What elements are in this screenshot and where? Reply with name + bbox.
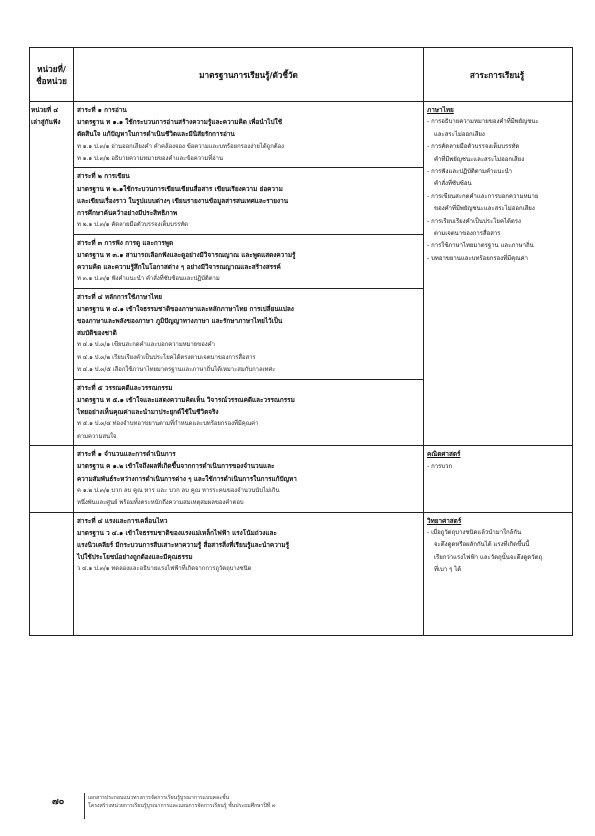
content-line: คำสั่งที่ซับซ้อน [434,180,472,188]
standard-line: การศึกษาค้นคว้าอย่างมีประสิทธิภาพ [77,209,178,218]
unit-name: เล่าสู่กันฟัง [31,118,61,126]
indicator-line: ท ๔.๑ ป.๓/๕ เลือกใช้ภาษาไทยมาตรฐานและภาษาถิ่นได้เหมาะสมกับกาลเทศะ [77,367,276,374]
strand-title: สาระที่ ๑ การอ่าน [77,106,127,114]
footer-line: เอกสารประกอบแนวทางการจัดการเรียนรู้บูรณาการแบบคละชั้น [88,795,230,801]
content-cell [424,102,570,445]
standard-line: มาตรฐาน ค ๑.๒ เข้าใจถึงผลที่เกิดขึ้นจากการดำเนินการของจำนวนและ [77,462,275,471]
indicator-line: ท ๔.๑ ป.๓/๒ เรียบเรียงคำเป็นประโยคได้ตรงตามเจตนาของการสื่อสาร [77,354,256,361]
content-line: - บทอาขยานและบทร้อยกรองที่มีคุณค่า [427,254,529,262]
indicator-line: ท ๕.๑ ป.๓/๔ ท่องจำบทอาขยานตามที่กำหนดและบทร้อยกรองที่มีคุณค่า [77,421,259,428]
content-line: เรียกว่าแรงไฟฟ้า และวัตถุนั้นจะดึงดูดวัตถุ [434,553,543,561]
indicator-line: ตามความสนใจ [77,433,117,440]
standard-line: ตัดสินใจ แก้ปัญหาในการดำเนินชีวิตและมีนิสัยรักการอ่าน [77,130,235,139]
content-cell [424,513,570,635]
indicator-line: ท ๒.๑ ป.๓/๑ คัดลายมือตัวบรรจงเต็มบรรทัด [77,222,188,229]
unit-cell [30,446,74,511]
table-header [30,48,572,102]
standard-line: มาตรฐาน ท ๕.๑ เข้าใจและแสดงความคิดเห็น วิจารณ์วรรณคดีและวรรณกรรม [77,395,295,404]
strand-block [74,168,423,234]
unit-number: หน่วยที่ ๔ [31,106,59,114]
strand-title: สาระที่ ๕ วรรณคดีและวรรณกรรม [77,383,173,392]
footer-line: โครงสร้างหน่วยการเรียนรู้บูรณาการและแผนการจัดการเรียนรู้ ชั้นประถมศึกษาปีที่ ๓ [88,803,276,809]
indicator-line: ค ๑.๒ ป.๓/๑ บวก ลบ คูณ หาร และ บวก ลบ คูณ หารระคนของจำนวนนับไม่เกิน [77,487,280,494]
standard-line: ความคิด และความรู้สึกในโอกาสต่าง ๆ อย่างมีวิจารณญาณและสร้างสรรค์ [77,263,281,272]
strand-block [74,235,423,289]
indicator-line: ท ๑.๑ ป.๓/๒ อธิบายความหมายของคำและข้อความที่อ่าน [77,156,223,163]
table-row [30,513,572,635]
standard-line: สมบัติของชาติ [77,329,117,338]
subject-label: คณิตศาสตร์ [427,450,461,459]
standard-line: ความสัมพันธ์ระหว่างการดำเนินการต่าง ๆ และใช้การดำเนินการในการแก้ปัญหา [77,474,297,483]
indicator-line: ว ๔.๑ ป.๓/๑ ทดลองและอธิบายแรงไฟฟ้าที่เกิดจากการถูวัตถุบางชนิด [77,566,252,573]
standard-line: มาตรฐาน ว ๔.๑ เข้าใจธรรมชาติของแรงแม่เหล็กไฟฟ้า แรงโน้มถ่วงและ [77,528,277,537]
content-line: คำที่มีพยัญชนะและสระไม่ออกเสียง [434,155,525,163]
strand-title: สาระที่ ๓ การฟัง การดู และการพูด [77,238,174,247]
standard-line: ไทยอย่างเห็นคุณค่าและนำมาประยุกต์ใช้ในชีวิตจริง [77,408,219,417]
subject-label: ภาษาไทย [427,106,454,114]
unit-cell [30,513,74,635]
curriculum-table [29,47,573,636]
content-line: ตามเจตนาของการสื่อสาร [434,230,501,238]
table-row [30,102,572,446]
content-line: - การบวก [427,462,453,470]
standards-cell [74,102,424,445]
standard-line: มาตรฐาน ท ๒.๑ใช้กระบวนการเขียนเขียนสื่อสาร เขียนเรียงความ ย่อความ [77,184,283,193]
content-line: ที่เบา ๆ ได้ [434,566,462,574]
page-number: ๗๐ [52,797,65,807]
standard-line: ไปใช้ประโยชน์อย่างถูกต้องและมีคุณธรรม [77,553,193,562]
strand-block [74,102,423,168]
content-line: - เมื่อถูวัตถุบางชนิดแล้วนำมาใกล้กัน [427,528,522,536]
standards-cell [74,513,424,635]
content-line: - การคัดลายมือตัวบรรจงเต็มบรรทัด [427,143,520,151]
content-line: จะดึงดูดหรือผลักกันได้ แรงที่เกิดขึ้นนี้ [434,541,530,549]
header-content: สาระการเรียนรู้ [469,69,525,80]
indicator-line: ท ๔.๑ ป.๓/๑ เขียนสะกดคำและบอกความหมายของคำ [77,342,215,349]
standard-line: มาตรฐาน ท ๔.๑ เข้าใจธรรมชาติของภาษาและหลักภาษาไทย การเปลี่ยนแปลง [77,304,294,313]
standard-line: ของภาษาและพลังของภาษา ภูมิปัญญาทางภาษา และรักษาภาษาไทยไว้เป็น [77,317,283,326]
standards-cell [74,446,424,511]
standard-line: มาตรฐาน ท ๓.๑ สามารถเลือกฟังและดูอย่างมีวิจารณญาณ และพูดแสดงความรู้ [77,250,296,259]
header-standard: มาตรฐานการเรียนรู้/ตัวชี้วัด [74,48,424,101]
header-unit [30,48,74,101]
indicator-line: ท ๓.๑ ป.๓/๑ ฟังคำแนะนำ คำสั่งที่ซับซ้อนและปฏิบัติตาม [77,276,220,283]
strand-title: สาระที่ ๔ หลักการใช้ภาษาไทย [77,292,162,301]
strand-title: สาระที่ ๑ จำนวนและการดำเนินการ [77,450,176,459]
strand-block [74,513,423,635]
footer-text [88,794,275,810]
content-cell [424,446,570,511]
indicator-line: ท ๑.๑ ป.๓/๑ อ่านออกเสียงคำ คำคล้องจอง ข้อความและบทร้อยกรองง่ายได้ถูกต้อง [77,143,285,150]
strand-block [74,446,423,511]
standard-line: มาตรฐาน ท ๑.๑ ใช้กระบวนการอ่านสร้างความรู้และความคิด เพื่อนำไปใช้ [77,118,283,127]
header-unit-line2: ชื่อหน่วย [36,75,67,86]
strand-block [74,289,423,380]
indicator-line: หนึ่งพันและศูนย์ พร้อมทั้งตระหนักถึงความสมเหตุสมผลของคำตอบ [77,500,244,507]
strand-block [74,380,423,445]
footer-divider [84,793,85,819]
strand-title: สาระที่ ๒ การเขียน [77,172,130,181]
content-line: - การเรียบเรียงคำเป็นประโยคได้ตรง [427,217,521,225]
content-line: - การเขียนสะกดคำและการบอกความหมาย [427,192,539,200]
standard-line: และเขียนเรื่องราว ในรูปแบบต่างๆ เขียนรายงานข้อมูลสารสนเทศและรายงาน [77,196,289,205]
content-line: - การฟังและปฏิบัติตามคำแนะนำ [427,168,513,176]
strand-title: สาระที่ ๔ แรงและการเคลื่อนไหว [77,516,168,525]
subject-label: วิทยาศาสตร์ [427,516,462,525]
content-line: - การใช้ภาษาไทยมาตรฐาน และภาษาถิ่น [427,242,534,250]
table-row [30,446,572,512]
header-unit-line1: หน่วยที่/ [37,63,66,74]
content-line: ของคำที่มีพยัญชนะและสระไม่ออกเสียง [434,205,535,213]
standard-line: แรงนิวเคลียร์ มีกระบวนการสืบเสาะหาความรู้ สื่อสารสิ่งที่เรียนรู้และนำความรู้ [77,540,290,549]
content-line: และสระไม่ออกเสียง [434,130,485,138]
content-line: - การอธิบายความหมายของคำที่มีพยัญชนะ [427,118,539,126]
unit-cell [30,102,74,445]
